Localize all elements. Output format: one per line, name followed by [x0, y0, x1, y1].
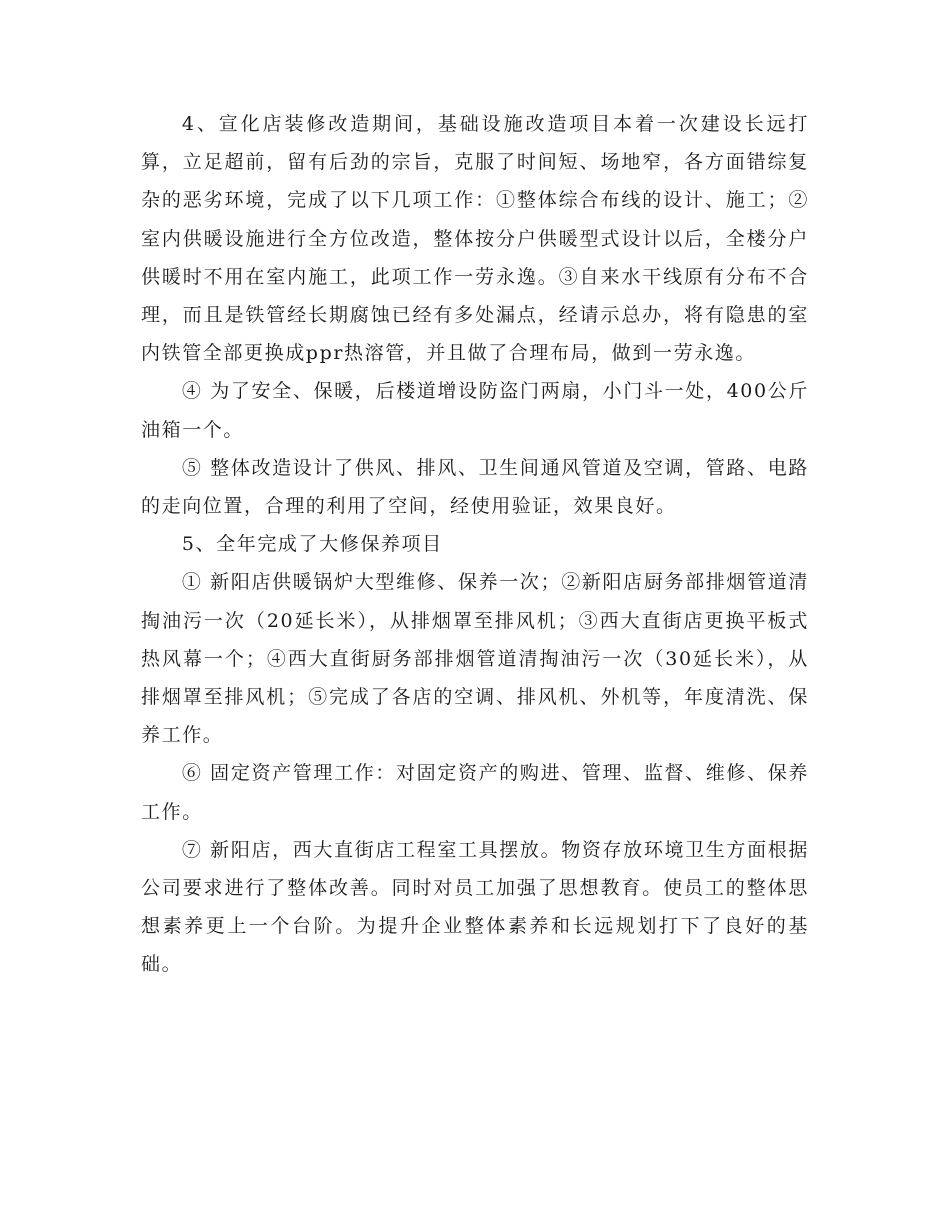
paragraph-security-doors: ④ 为了安全、保暖，后楼道增设防盗门两扇，小门斗一处，400公斤油箱一个。	[141, 380, 809, 441]
paragraph-fixed-assets: ⑥ 固定资产管理工作：对固定资产的购进、管理、监督、维修、保养工作。	[141, 762, 809, 823]
paragraph-tools-arrangement: ⑦ 新阳店，西大直街店工程室工具摆放。物资存放环境卫生方面根据公司要求进行了整体改善。同时对员工加强了思想教育。使员工的整体思想素养更上一个台阶。为提升企业整体素养和长远规划打下了良好的基础。	[141, 838, 809, 976]
paragraph-renovation-work: 4、宣化店装修改造期间，基础设施改造项目本着一次建设长远打算，立足超前，留有后劲的宗旨，克服了时间短、场地窄，各方面错综复杂的恶劣环境，完成了以下几项工作：①整体综合布线的设计、施工；②室内供暖设施进行全方位改造，整体按分户供暖型式设计以后，全楼分户供暖时不用在室内施工，此项工作一劳永逸。③自来水干线原有分布不合理，而且是铁管经长期腐蚀已经有多处漏点，经请示总办，将有隐患的室内铁管全部更换成ppr热溶管，并且做了合理布局，做到一劳永逸。	[141, 113, 809, 365]
paragraph-maintenance-items: ① 新阳店供暖锅炉大型维修、保养一次；②新阳店厨务部排烟管道清掏油污一次（20延长米），从排烟罩至排风机；③西大直街店更换平板式热风幕一个；④西大直街厨务部排烟管道清掏油污一次（30延长米），从排烟罩至排风机；⑤完成了各店的空调、排风机、外机等，年度清洗、保养工作。	[141, 571, 809, 747]
document-body	[141, 105, 809, 984]
paragraph-maintenance-heading: 5、全年完成了大修保养项目	[181, 533, 443, 556]
paragraph-ventilation-design: ⑤ 整体改造设计了供风、排风、卫生间通风管道及空调，管路、电路的走向位置，合理的利用了空间，经使用验证，效果良好。	[141, 456, 809, 518]
